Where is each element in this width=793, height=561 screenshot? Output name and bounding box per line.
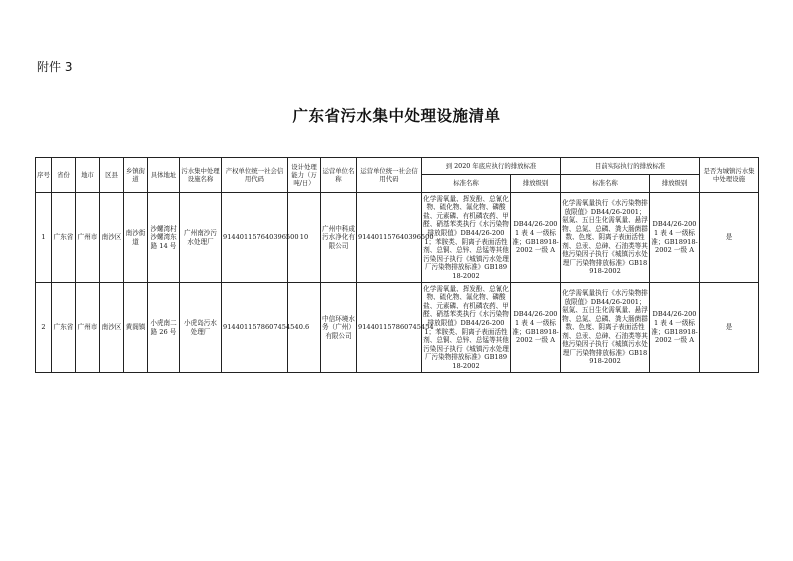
cell-province: 广东省: [52, 283, 76, 373]
cell-operator-name: 广州中科成污水净化有限公司: [321, 193, 357, 283]
header-group-2020: 到 2020 年底应执行的排放标准: [422, 158, 561, 175]
cell-level-2020: DB44/26-2001 表 4 一级标准；GB18918-2002 一级 A: [511, 193, 561, 283]
cell-capacity: 0.6: [288, 283, 321, 373]
cell-operator-credit-code: 914401157640396500: [357, 193, 422, 283]
facility-table: [35, 157, 759, 373]
cell-level-current: DB44/26-2001 表 4 一级标准；GB18918-2002 一级 A: [650, 283, 700, 373]
header-operator-credit-code: 运营单位统一社会信用代码: [357, 158, 422, 193]
header-town: 乡镇街道: [124, 158, 148, 193]
attachment-label: 附件 3: [37, 60, 73, 74]
cell-province: 广东省: [52, 193, 76, 283]
cell-operator-name: 中信环境水务（广州）有限公司: [321, 283, 357, 373]
cell-town: 南沙街道: [124, 193, 148, 283]
header-group-current: 目前实际执行的排放标准: [561, 158, 700, 175]
header-owner-credit-code: 产权单位统一社会信用代码: [222, 158, 288, 193]
cell-seq: 1: [36, 193, 52, 283]
cell-district: 南沙区: [100, 193, 124, 283]
header-location: 具体地址: [148, 158, 180, 193]
cell-facility-name: 广州南沙污水处理厂: [180, 193, 222, 283]
header-capacity: 设计处理能力（万吨/日）: [288, 158, 321, 193]
cell-level-current: DB44/26-2001 表 4 一级标准；GB18918-2002 一级 A: [650, 193, 700, 283]
cell-is-urban: 是: [700, 283, 759, 373]
header-level-current: 排放级别: [650, 175, 700, 193]
cell-operator-credit-code: 914401157860745454: [357, 283, 422, 373]
header-province: 省份: [52, 158, 76, 193]
cell-city: 广州市: [76, 283, 100, 373]
cell-location: 沙螺湾村沙螺湾东路 14 号: [148, 193, 180, 283]
cell-owner-credit-code: 914401157860745454: [222, 283, 288, 373]
header-seq: 序号: [36, 158, 52, 193]
cell-std-current: 化学需氧量执行《水污染物排放限值》DB44/26-2001；氨氮、五日生化需氧量、悬浮物、总氮、总磷、粪大肠菌群数、色度、阴离子表面活性剂、总汞、总砷、石油类等其他污染因子执行《城镇污水处理厂污染物排放标准》GB18918-2002: [561, 193, 650, 283]
header-district: 区县: [100, 158, 124, 193]
cell-district: 南沙区: [100, 283, 124, 373]
cell-capacity: 10: [288, 193, 321, 283]
header-is-urban: 是否为城镇污水集中处理设施: [700, 158, 759, 193]
header-operator-name: 运营单位名称: [321, 158, 357, 193]
cell-std-2020: 化学需氧量、挥发酚、总氰化物、硫化物、氟化物、磷酸盐、元素磷、有机磷农药、甲醛、硝基苯类执行《水污染物排放限值》DB44/26-2001；苯胺类、阴离子表面活性剂、总铜、总锌、总锰等其他污染因子执行《城镇污水处理厂污染物排放标准》GB18918-2002: [422, 283, 511, 373]
cell-location: 小虎南二路 26 号: [148, 283, 180, 373]
table-row: [36, 193, 759, 283]
cell-owner-credit-code: 914401157640396500: [222, 193, 288, 283]
cell-std-2020: 化学需氧量、挥发酚、总氰化物、硫化物、氟化物、磷酸盐、元素磷、有机磷农药、甲醛、硝基苯类执行《水污染物排放限值》DB44/26-2001；苯胺类、阴离子表面活性剂、总铜、总锌、总锰等其他污染因子执行《城镇污水处理厂污染物排放标准》GB18918-2002: [422, 193, 511, 283]
cell-level-2020: DB44/26-2001 表 4 一级标准；GB18918-2002 一级 A: [511, 283, 561, 373]
header-std-name-2020: 标准名称: [422, 175, 511, 193]
header-city: 地市: [76, 158, 100, 193]
cell-std-current: 化学需氧量执行《水污染物排放限值》DB44/26-2001；氨氮、五日生化需氧量、悬浮物、总氮、总磷、粪大肠菌群数、色度、阴离子表面活性剂、总汞、总砷、石油类等其他污染因子执行《城镇污水处理厂污染物排放标准》GB18918-2002: [561, 283, 650, 373]
header-level-2020: 排放级别: [511, 175, 561, 193]
cell-is-urban: 是: [700, 193, 759, 283]
header-std-name-current: 标准名称: [561, 175, 650, 193]
cell-seq: 2: [36, 283, 52, 373]
cell-facility-name: 小虎岛污水处理厂: [180, 283, 222, 373]
header-facility-name: 污水集中处理设施名称: [180, 158, 222, 193]
header-row-1: [36, 158, 759, 175]
cell-town: 黄阁镇: [124, 283, 148, 373]
cell-city: 广州市: [76, 193, 100, 283]
table-row: [36, 283, 759, 373]
page-title: 广东省污水集中处理设施清单: [292, 107, 501, 125]
